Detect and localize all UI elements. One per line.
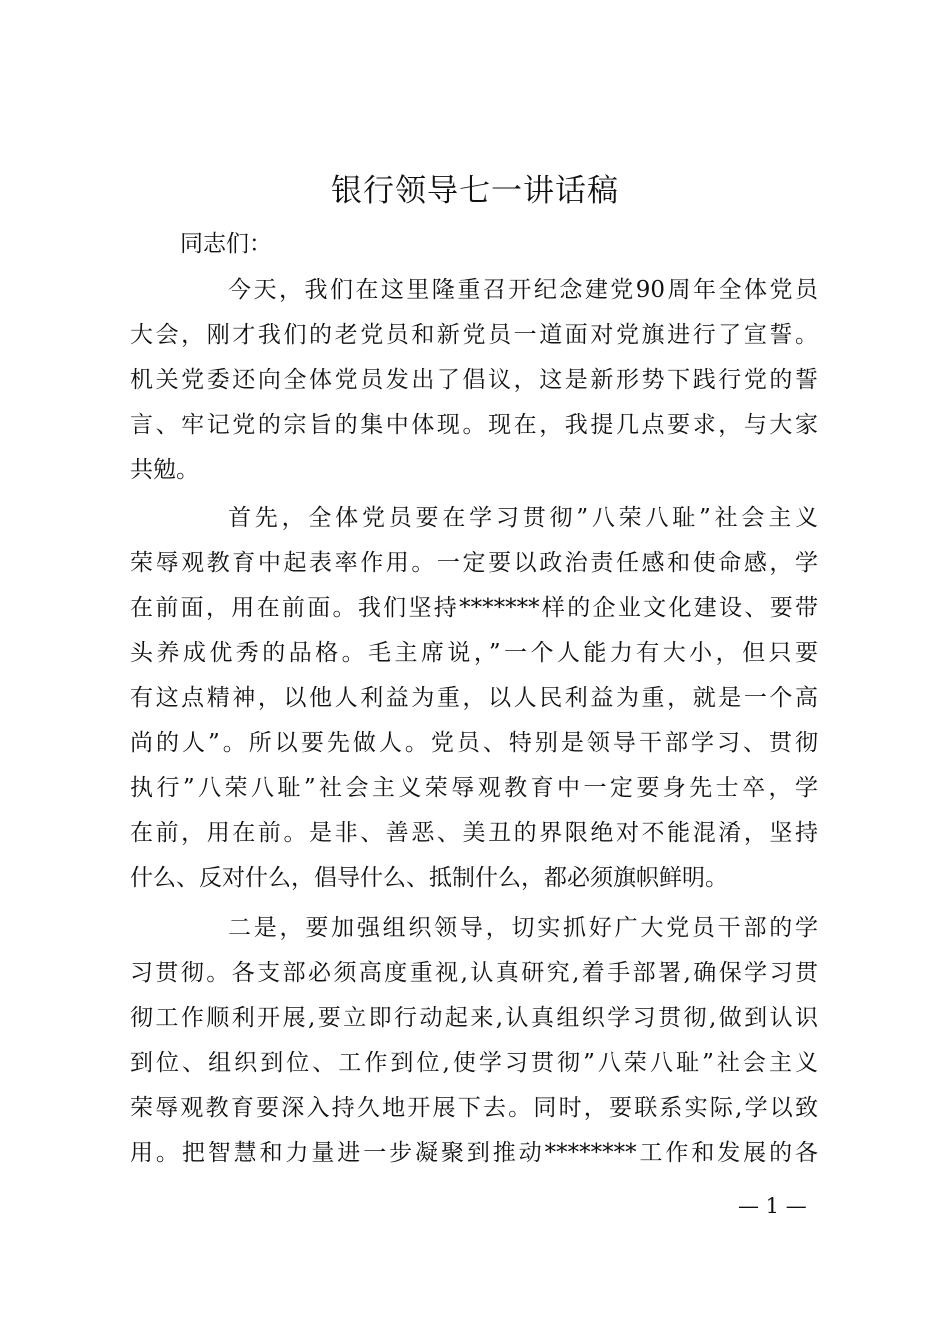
paragraph-line: 荣辱观教育要深入持久地开展下去。同时，要联系实际,学以致 <box>130 1095 818 1121</box>
paragraph-line: 二是，要加强组织领导，切实抓好广大党员干部的学 <box>228 915 818 941</box>
paragraph-line: 什么、反对什么，倡导什么、抵制什么，都必须旗帜鲜明。 <box>130 865 728 891</box>
paragraph-line: 头养成优秀的品格。毛主席说，”一个人能力有大小，但只要 <box>130 640 818 666</box>
paragraph-line: 彻工作顺利开展,要立即行动起来,认真组织学习贯彻,做到认识 <box>130 1005 818 1031</box>
paragraph-line: 用。把智慧和力量进一步凝聚到推动********工作和发展的各 <box>130 1140 818 1166</box>
paragraph-line: 荣辱观教育中起表率作用。一定要以政治责任感和使命感，学 <box>130 550 818 576</box>
paragraph-line: 机关党委还向全体党员发出了倡议，这是新形势下践行党的誓 <box>130 367 818 393</box>
paragraph-line: 执行”八荣八耻”社会主义荣辱观教育中一定要身先士卒，学 <box>130 775 818 801</box>
paragraph-line: 今天，我们在这里隆重召开纪念建党90周年全体党员 <box>228 277 818 303</box>
paragraph-line: 言、牢记党的宗旨的集中体现。现在，我提几点要求，与大家 <box>130 412 818 438</box>
paragraph-line: 习贯彻。各支部必须高度重视,认真研究,着手部署,确保学习贯 <box>130 960 818 986</box>
paragraph-line: 大会，刚才我们的老党员和新党员一道面对党旗进行了宣誓。 <box>130 322 818 348</box>
paragraph-line: 在前面，用在前面。我们坚持*******样的企业文化建设、要带 <box>130 595 818 621</box>
paragraph-line: 到位、组织到位、工作到位,使学习贯彻”八荣八耻”社会主义 <box>130 1050 818 1076</box>
document-title: 银行领导七一讲话稿 <box>331 173 619 209</box>
paragraph-line: 在前，用在前。是非、善恶、美丑的界限绝对不能混淆，坚持 <box>130 820 818 846</box>
paragraph-line: 首先，全体党员要在学习贯彻”八荣八耻”社会主义 <box>228 505 818 531</box>
page-number: — 1 — <box>738 1194 807 1218</box>
paragraph-line: 有这点精神，以他人利益为重，以人民利益为重，就是一个高 <box>130 685 818 711</box>
salutation: 同志们： <box>180 231 272 257</box>
paragraph-line: 共勉。 <box>130 457 199 483</box>
paragraph-line: 尚的人”。所以要先做人。党员、特别是领导干部学习、贯彻 <box>130 730 818 756</box>
